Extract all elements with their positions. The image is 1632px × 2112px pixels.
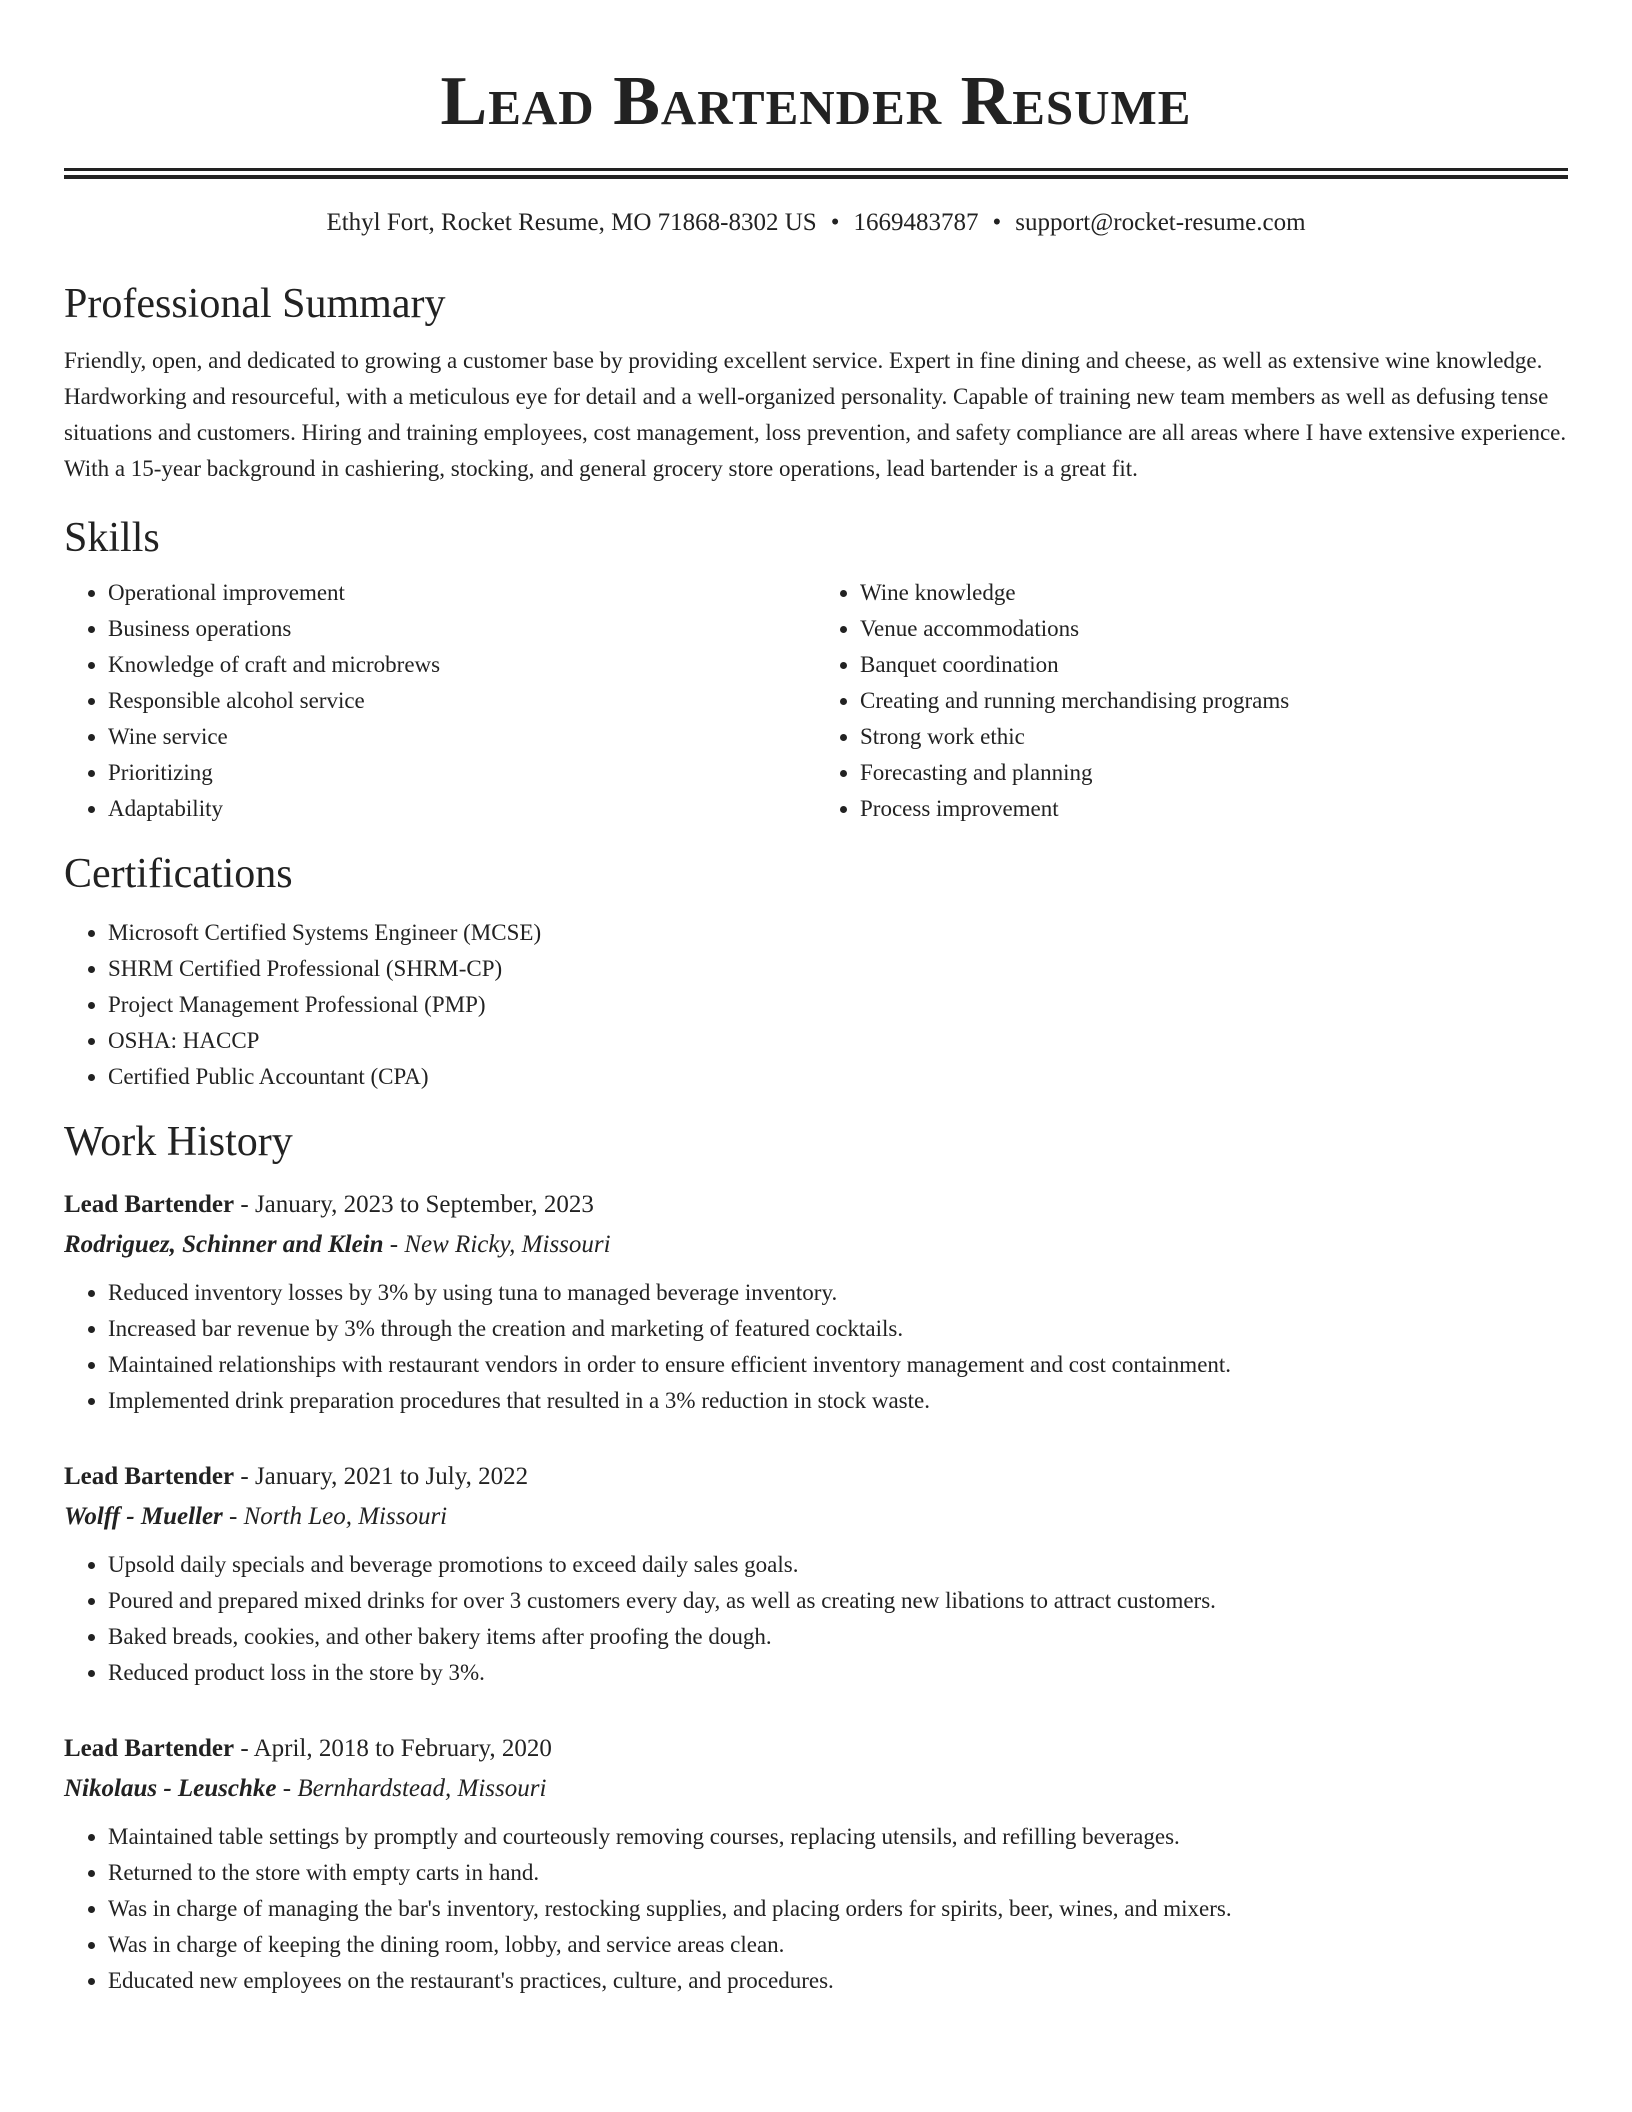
skill-item: • Prioritizing xyxy=(108,755,816,791)
job-location: - North Leo, Missouri xyxy=(222,1503,448,1530)
job-company-line xyxy=(64,1225,1568,1265)
certification-item: • Certified Public Accountant (CPA) xyxy=(108,1059,1568,1095)
job-dates: - January, 2023 to September, 2023 xyxy=(234,1191,594,1218)
summary-heading: Professional Summary xyxy=(64,281,446,327)
skills-columns xyxy=(64,575,1568,827)
job-bullet: • Poured and prepared mixed drinks for over 3 customers every day, as well as creating new libations to attract customers. xyxy=(108,1583,1568,1619)
job-bullet: • Educated new employees on the restaurant's practices, culture, and procedures. xyxy=(108,1963,1568,1999)
contact-line xyxy=(64,207,1568,239)
skill-item: • Business operations xyxy=(108,611,816,647)
certifications-heading: Certifications xyxy=(64,851,293,897)
certification-item: • Microsoft Certified Systems Engineer (MCSE) xyxy=(108,915,1568,951)
job-bullet: • Was in charge of keeping the dining room, lobby, and service areas clean. xyxy=(108,1927,1568,1963)
job-bullets xyxy=(64,1819,1568,1999)
job-bullet: • Reduced inventory losses by 3% by using tuna to managed beverage inventory. xyxy=(108,1275,1568,1311)
contact-address: Ethyl Fort, Rocket Resume, MO 71868-8302 US xyxy=(326,209,817,236)
job-title: Lead Bartender xyxy=(64,1463,235,1490)
job-bullet: • Reduced product loss in the store by 3%. xyxy=(108,1655,1568,1691)
job-title-line xyxy=(64,1185,1568,1225)
job-company: Rodriguez, Schinner and Klein xyxy=(64,1231,384,1258)
resume-title: Lead Bartender Resume xyxy=(440,63,1192,140)
job-title: Lead Bartender xyxy=(64,1191,235,1218)
skill-item: • Creating and running merchandising programs xyxy=(860,683,1568,719)
contact-phone: 1669483787 xyxy=(853,209,979,236)
skill-item: • Venue accommodations xyxy=(860,611,1568,647)
job-title-line xyxy=(64,1729,1568,1769)
job-bullet: • Baked breads, cookies, and other bakery items after proofing the dough. xyxy=(108,1619,1568,1655)
job-bullets xyxy=(64,1547,1568,1691)
job-bullets xyxy=(64,1275,1568,1419)
contact-separator: • xyxy=(830,209,840,236)
skill-item: • Responsible alcohol service xyxy=(108,683,816,719)
job-company-line xyxy=(64,1497,1568,1537)
certification-item: • OSHA: HACCP xyxy=(108,1023,1568,1059)
job-company: Wolff - Mueller xyxy=(64,1503,223,1530)
job-title-line xyxy=(64,1457,1568,1497)
job-company-line xyxy=(64,1769,1568,1809)
skills-heading: Skills xyxy=(64,515,160,561)
job-location: - New Ricky, Missouri xyxy=(383,1231,611,1258)
skills-list-left xyxy=(64,575,816,827)
job-dates: - January, 2021 to July, 2022 xyxy=(234,1463,529,1490)
job-dates: - April, 2018 to February, 2020 xyxy=(234,1735,552,1762)
job-title: Lead Bartender xyxy=(64,1735,235,1762)
skill-item: • Forecasting and planning xyxy=(860,755,1568,791)
skill-item: • Wine service xyxy=(108,719,816,755)
job-entry xyxy=(64,1457,1568,1691)
skill-item: • Adaptability xyxy=(108,791,816,827)
certification-item: • Project Management Professional (PMP) xyxy=(108,987,1568,1023)
title-divider xyxy=(64,168,1568,179)
contact-separator: • xyxy=(992,209,1002,236)
job-bullet: • Increased bar revenue by 3% through the creation and marketing of featured cocktails. xyxy=(108,1311,1568,1347)
work-history-heading: Work History xyxy=(64,1119,293,1165)
skill-item: • Process improvement xyxy=(860,791,1568,827)
job-location: - Bernhardstead, Missouri xyxy=(276,1775,547,1802)
certifications-list xyxy=(64,915,1568,1095)
contact-email: support@rocket-resume.com xyxy=(1015,209,1306,236)
job-bullet: • Was in charge of managing the bar's inventory, restocking supplies, and placing orders for spirits, beer, wines, and mixers. xyxy=(108,1891,1568,1927)
job-entry xyxy=(64,1185,1568,1419)
skill-item: • Operational improvement xyxy=(108,575,816,611)
job-bullet: • Implemented drink preparation procedures that resulted in a 3% reduction in stock waste. xyxy=(108,1383,1568,1419)
skill-item: • Knowledge of craft and microbrews xyxy=(108,647,816,683)
skill-item: • Strong work ethic xyxy=(860,719,1568,755)
job-company: Nikolaus - Leuschke xyxy=(64,1775,277,1802)
skills-list-right xyxy=(816,575,1568,827)
job-bullet: • Returned to the store with empty carts in hand. xyxy=(108,1855,1568,1891)
summary-text: Friendly, open, and dedicated to growing a customer base by providing excellent service. Expert in fine dining and cheese, as well as extensive wine knowledge. Hardworking and resourceful, with a meticulous eye for detail and a well-organized personality. Capable of training new team members as well as defusing tense situations and customers. Hiring and training employees, cost management, loss prevention, and safety compliance are all areas where I have extensive experience. With a 15-year background in cashiering, stocking, and general grocery store operations, lead bartender is a great fit. xyxy=(64,348,1567,481)
certification-item: • SHRM Certified Professional (SHRM-CP) xyxy=(108,951,1568,987)
skill-item: • Wine knowledge xyxy=(860,575,1568,611)
job-bullet: • Maintained table settings by promptly and courteously removing courses, replacing utensils, and refilling beverages. xyxy=(108,1819,1568,1855)
job-bullet: • Upsold daily specials and beverage promotions to exceed daily sales goals. xyxy=(108,1547,1568,1583)
job-bullet: • Maintained relationships with restaurant vendors in order to ensure efficient inventory management and cost containment. xyxy=(108,1347,1568,1383)
resume-page xyxy=(64,0,1568,1999)
job-entry xyxy=(64,1729,1568,1999)
skill-item: • Banquet coordination xyxy=(860,647,1568,683)
